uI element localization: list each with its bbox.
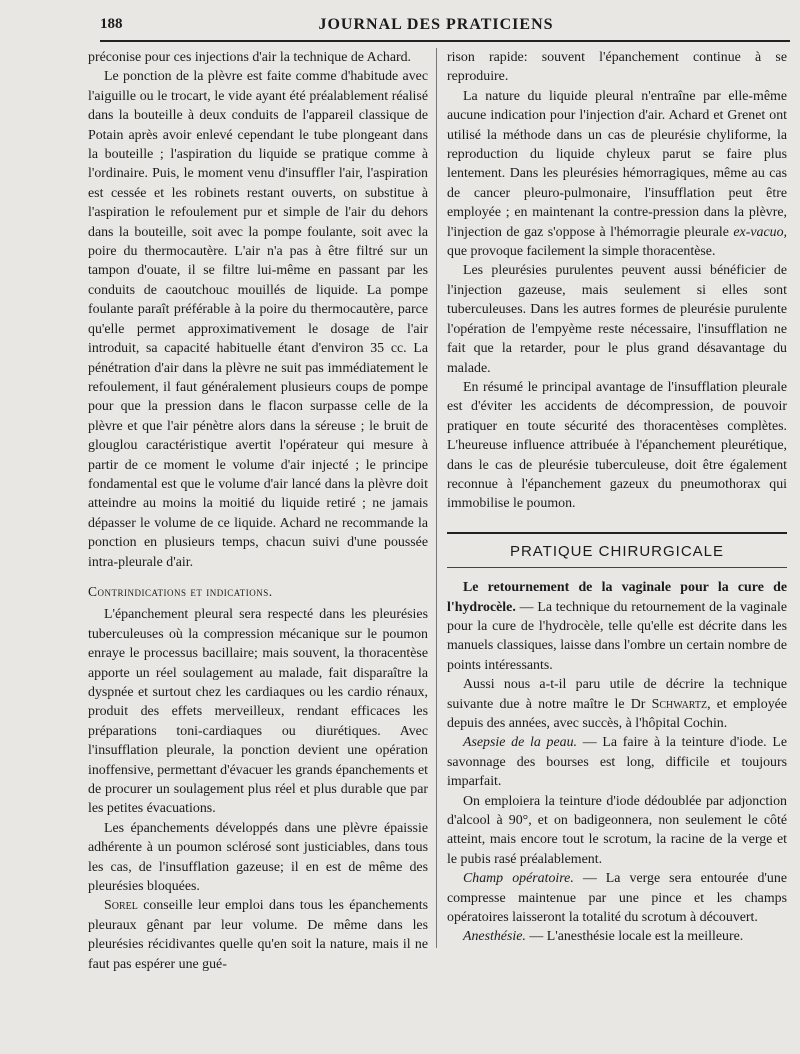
paragraph-text: , et employée depuis des années, avec succès, à l'hôpital Cochin. xyxy=(447,696,787,731)
paragraph: On emploiera la teinture d'iode dédoublée par adjonction d'alcool à 90°, et on badigeonnera, non seulement le côté atteint, mais encore tout le scrotum, la racine de la verge et le pubis rasé préalablement. xyxy=(447,793,787,867)
author-name: Sorel xyxy=(104,898,138,914)
left-column xyxy=(88,48,428,974)
paragraph xyxy=(447,675,787,733)
paragraph: L'épanchement pleural sera respecté dans les pleurésies tuberculeuses où la compression mécanique sur le poumon enraye le processus bacillaire; mais souvent, la thoracentèse apporte un réel soulagement au malade, fait disparaître la dyspnée et surtout chez les cardiaques ou les cardio rénaux, produit des effets merveilleux, rendant efficaces les préparations toni-cardiaques ou diurétiques. Avec l'insufflation pleurale, la ponction devient une opération inoffensive, permettant d'évacuer les grands épanchements et de procurer un soulagement plus réel et plus durable que par les petites évacuations. xyxy=(88,607,428,817)
author-name: Schwartz xyxy=(651,696,708,712)
paragraph: préconise pour ces injections d'air la technique de Achard. xyxy=(88,50,412,65)
paragraph: rison rapide: souvent l'épanchement continue à se reproduire. xyxy=(447,50,787,85)
paragraph: Les épanchements développés dans une plèvre épaissie adhérente à un poumon sclérosé sont justiciables, dans tous les cas, de l'insufflation gazeuse; il en est de même des pleurésies bloquées. xyxy=(88,820,428,895)
section-rule-bottom xyxy=(447,567,787,568)
paragraph xyxy=(447,927,787,946)
paragraph-text: — La faire à la teinture d'iode. Le savonnage des bourses est long, difficile et toujours imparfait. xyxy=(447,735,787,790)
page-number: 188 xyxy=(100,16,123,32)
article-title: Le retournement de la vaginale pour la cure de l'hydrocèle. xyxy=(447,580,787,615)
paragraph-text: Aussi nous a-t-il paru utile de décrire la technique suivante due à notre maître le Dr xyxy=(447,677,787,712)
paragraph-text: La nature du liquide pleural n'entraîne par elle-même aucune indication pour l'injection d'air. Achard et Grenet ont utilisé la méthode dans un cas de pleurésie chyliforme, la reproduction du liquide chyleux parut se faire plus lentement. Dans les pleurésies hémorragiques, même au cas de cancer pleuro-pulmonaire, l'insufflation peut être employée ; en maintenant la contre-pression dans la plèvre, l'injection de gaz s'oppose à l'hémorragie pleurale xyxy=(447,88,787,240)
subsection-label: Champ opératoire. xyxy=(463,871,574,887)
paragraph: Les pleurésies purulentes peuvent aussi bénéficier de l'injection gazeuse, mais seulement si elles sont tuberculeuses. Dans les autres formes de pleurésie purulente l'opération de l'empyème reste nécessaire, l'insufflation ne fait que la retarder, pour le plus grand désavantage du malade. xyxy=(447,263,787,376)
subsection-label: Asepsie de la peau. xyxy=(463,735,578,751)
header-rule xyxy=(100,40,790,42)
paragraph xyxy=(447,578,787,675)
paragraph-text: — La verge sera entourée d'une compresse maintenue par une pince et les champs opératoires laisseront la totalité du scrotum à découvert. xyxy=(447,871,787,926)
right-column xyxy=(447,48,787,947)
paragraph-text: que provoque facilement la simple thoracentèse. xyxy=(447,244,716,260)
paragraph: Le ponction de la plèvre est faite comme d'habitude avec l'aiguille ou le trocart, le vide ayant été préalablement réalisé dans la bouteille à deux conduits de l'appareil classique de Potain après avoir enlevé cependant le tube plongeant dans la bouteille ; l'aspiration du liquide se pratique comme à l'ordinaire. Puis, le moment venu d'insuffler l'air, l'aspiration est cessée et les robinets restant ouverts, on substitue à l'aspiration le refoulement pur et simple de l'air du dehors dans la bouteille, soit avec la pompe foulante, soit avec la poire du thermocautère. L'air n'a pas à être filtré sur un tampon d'ouate, il se filtre lui-même en passant par les conduits de caoutchouc mouillés de liquide. La pompe foulante paraît préférable à la poire du thermocautère, parce qu'elle permet approximativement le dosage de l'air introduit, sa capacité habituelle étant d'environ 35 cc. La pénétration d'air dans la plèvre ne suit pas immédiatement le refoulement, il faut généralement plusieurs coups de pompe pour que la pression dans le flacon surpasse celle de la plèvre et que l'air pénètre alors dans la séreuse ; le bruit de glouglou caractéristique avertit l'opérateur qui mesure à partir de ce moment le volume d'air injecté ; le principe fondamental est que le volume d'air lancé dans la plèvre doit atteindre au moins la moitié du liquide retiré ; ne jamais dépasser le volume de ce liquide. Achard ne recommande la ponction en plusieurs temps, chacun suivi d'une poussée intra-pleurale d'air. xyxy=(88,69,428,570)
page-header xyxy=(86,12,786,40)
chapter-heading: PRATIQUE CHIRURGICALE xyxy=(509,542,725,560)
paragraph xyxy=(88,896,428,974)
section-heading: Contrindications et indications. xyxy=(88,583,273,599)
column-divider xyxy=(436,48,437,948)
paragraph-text: — La technique du retournement de la vaginale pour la cure de l'hydrocèle, telle qu'elle est décrite dans les manuels classiques, laisse dans l'ombre un certain nombre de points intéressants. xyxy=(447,599,787,673)
paragraph-text: conseille leur emploi dans tous les épanchements pleuraux gênant par leur volume. De même dans les pleurésies récidivantes quelle qu'en soit la nature, mais il ne faut pas espérer une gué- xyxy=(88,898,428,972)
paragraph: En résumé le principal avantage de l'insufflation pleurale est d'éviter les accidents de décompression, de pouvoir pratiquer en toute sécurité des thoracentèses complètes. L'heureuse influence attribuée à l'épanchement pleurétique, dans le cas de pleurésie tuberculeuse, doit être également reconnue à l'épanchement gazeux du pneumothorax qui immobilise le poumon. xyxy=(447,379,787,512)
subsection-label: Anesthésie. xyxy=(463,929,526,945)
paragraph xyxy=(447,733,787,791)
paragraph xyxy=(447,87,787,262)
running-title: JOURNAL DES PRATICIENS xyxy=(318,16,554,33)
latin-term: ex-vacuo, xyxy=(733,224,787,240)
paragraph xyxy=(447,869,787,927)
paragraph-text: — L'anesthésie locale est la meilleure. xyxy=(525,929,744,945)
section-rule-top xyxy=(447,532,787,534)
